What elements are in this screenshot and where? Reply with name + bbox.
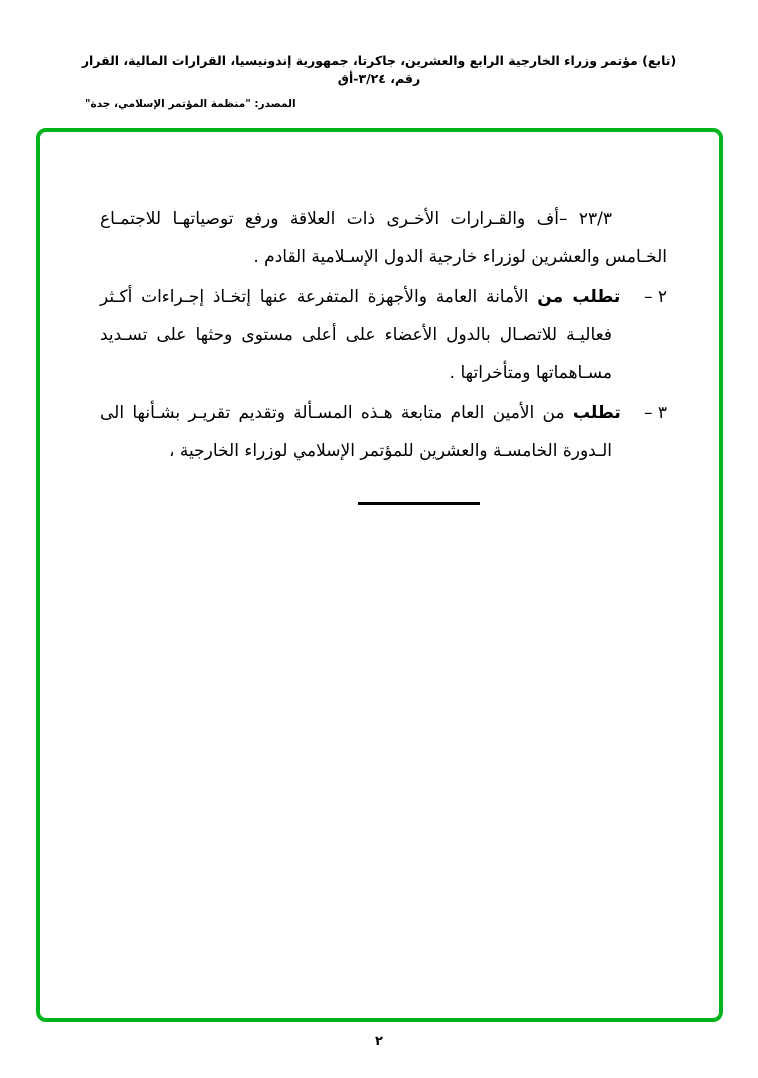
- header-citation: (تابع) مؤتمر وزراء الخارجية الرابع والعشرين، جاكرتا، جمهورية إندونيسيا، القرارات المالية، القرار رقم، ٣/٢٤-أق: [81, 53, 677, 86]
- list-item-3-number: ٣ –: [643, 403, 667, 423]
- paragraph-resolution-continuation: ٢٣/٣ –أف والقـرارات الأخـرى ذات العلاقة ورفع توصياتهـا للاجتمـاع الخـامس والعشرين لوزراء خارجية الدول الإسـلامية القادم .: [100, 209, 667, 267]
- list-item-2-keyword: تطلب من: [537, 287, 621, 307]
- list-item-2-text: الأمانة العامة والأجهزة المتفرعة عنها إتخـاذ إجـراءات أكـثر فعاليـة للاتصـال بالدول الأعضاء على أعلى مستوى وحثها على تسـديد مسـاهماتها ومتأخراتها .: [100, 287, 612, 383]
- list-item-3: [100, 394, 667, 470]
- list-item-2: [100, 278, 667, 392]
- header-source: المصدر: "منظمة المؤتمر الإسلامي، جدة": [85, 98, 296, 110]
- content-frame: [36, 128, 723, 1022]
- document-body: [40, 132, 719, 505]
- list-item-2-number: ٢ –: [643, 287, 668, 307]
- page-number: ٢: [375, 1034, 383, 1049]
- document-header: [0, 52, 758, 110]
- list-item-3-keyword: تطلب: [572, 403, 621, 423]
- section-divider: [358, 502, 480, 505]
- list-item-3-text: من الأمين العام متابعة هـذه المسـألة وتقديم تقريـر بشـأنها الى الـدورة الخامسـة والعشرين للمؤتمر الإسلامي لوزراء الخارجية ،: [100, 403, 612, 461]
